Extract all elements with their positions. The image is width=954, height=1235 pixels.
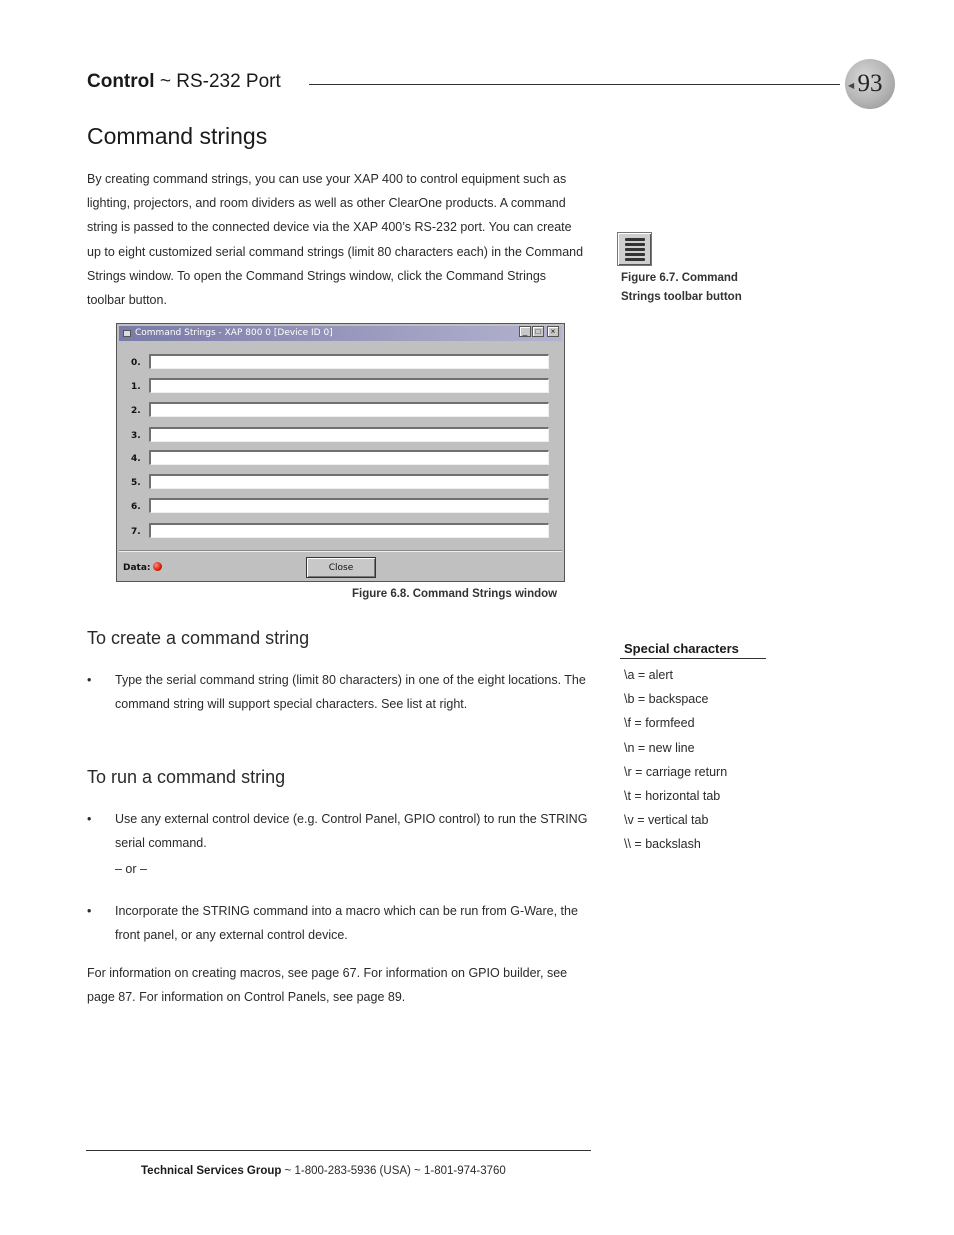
list-item: \v = vertical tab bbox=[624, 813, 709, 828]
window-app-icon bbox=[123, 330, 131, 337]
running-header bbox=[87, 71, 281, 93]
command-string-input-0[interactable] bbox=[149, 354, 549, 369]
bullet-icon: • bbox=[87, 673, 92, 687]
page-number: 93 bbox=[857, 70, 883, 97]
bullet-text: Type the serial command string (limit 80 characters) in one of the eight locations. The command string will support special characters. See list at right. bbox=[115, 673, 586, 712]
row-label: 0. bbox=[131, 358, 141, 368]
list-item: \f = formfeed bbox=[624, 716, 695, 731]
close-button[interactable]: Close bbox=[306, 557, 376, 578]
list-item: \\ = backslash bbox=[624, 837, 701, 852]
command-string-input-5[interactable] bbox=[149, 474, 549, 489]
figure-6-8-caption: Figure 6.8. Command Strings window bbox=[352, 588, 558, 600]
window-title-bar bbox=[119, 326, 562, 341]
list-item: \t = horizontal tab bbox=[624, 789, 721, 804]
run-heading: To run a command string bbox=[87, 767, 286, 787]
command-string-input-3[interactable] bbox=[149, 427, 549, 442]
bullet-text: Incorporate the STRING command into a macro which can be run from G-Ware, the front panel, or any external control device. bbox=[115, 904, 578, 943]
command-strings-window bbox=[116, 323, 565, 582]
command-string-input-6[interactable] bbox=[149, 498, 549, 513]
list-item: \b = backspace bbox=[624, 692, 709, 707]
header-rule bbox=[309, 84, 840, 85]
footer-rule bbox=[86, 1150, 591, 1151]
data-indicator-icon bbox=[153, 562, 162, 571]
special-characters-list bbox=[624, 663, 727, 857]
or-separator: – or – bbox=[115, 862, 147, 876]
row-label: 3. bbox=[131, 431, 141, 441]
command-string-input-7[interactable] bbox=[149, 523, 549, 538]
list-item: \r = carriage return bbox=[624, 764, 728, 779]
close-icon[interactable]: × bbox=[547, 326, 559, 337]
bullet-icon: • bbox=[87, 812, 92, 826]
footer-group: Technical Services Group bbox=[141, 1165, 282, 1177]
window-title: Command Strings - XAP 800 0 [Device ID 0] bbox=[135, 328, 333, 338]
badge-pointer-icon: ◀ bbox=[848, 81, 855, 90]
command-string-input-1[interactable] bbox=[149, 378, 549, 393]
intro-paragraph: By creating command strings, you can use your XAP 400 to control equipment such as lighting, projectors, and room dividers as well as other ClearOne products. A command string is passed to the connected device via the XAP 400’s RS-232 port. You can create up to eight customized serial command strings (limit 80 characters each) in the Command Strings window. To open the Command Strings window, click the Command Strings toolbar button. bbox=[87, 172, 584, 308]
list-item: \n = new line bbox=[624, 740, 695, 755]
figure-6-7-caption: Figure 6.7. Command Strings toolbar button bbox=[621, 272, 742, 303]
create-heading: To create a command string bbox=[87, 628, 310, 648]
minimize-icon[interactable]: _ bbox=[519, 326, 531, 337]
header-subsection: RS-232 Port bbox=[176, 71, 281, 92]
row-label: 5. bbox=[131, 478, 141, 488]
closing-paragraph: For information on creating macros, see page 67. For information on GPIO builder, see page 87. For information on Control Panels, see page 89. bbox=[87, 966, 568, 1005]
row-label: 1. bbox=[131, 382, 141, 392]
command-strings-toolbar-icon bbox=[617, 232, 652, 266]
header-separator: ~ bbox=[159, 71, 171, 92]
special-characters-heading: Special characters bbox=[620, 641, 766, 659]
command-string-input-4[interactable] bbox=[149, 450, 549, 465]
page-number-badge bbox=[845, 59, 895, 109]
footer bbox=[141, 1165, 506, 1177]
maximize-icon[interactable]: □ bbox=[532, 326, 544, 337]
command-string-input-2[interactable] bbox=[149, 402, 549, 417]
header-section: Control bbox=[87, 71, 155, 92]
list-item: \a = alert bbox=[624, 668, 673, 682]
row-label: 7. bbox=[131, 527, 141, 537]
data-label: Data: bbox=[123, 563, 151, 573]
footer-contact: ~ 1-800-283-5936 (USA) ~ 1-801-974-3760 bbox=[284, 1165, 506, 1177]
row-label: 4. bbox=[131, 454, 141, 464]
window-separator bbox=[119, 550, 562, 552]
row-label: 2. bbox=[131, 406, 141, 416]
bullet-text: Use any external control device (e.g. Control Panel, GPIO control) to run the STRING serial command. bbox=[115, 812, 588, 851]
page-title: Command strings bbox=[87, 123, 268, 149]
bullet-icon: • bbox=[87, 904, 92, 918]
row-label: 6. bbox=[131, 502, 141, 512]
